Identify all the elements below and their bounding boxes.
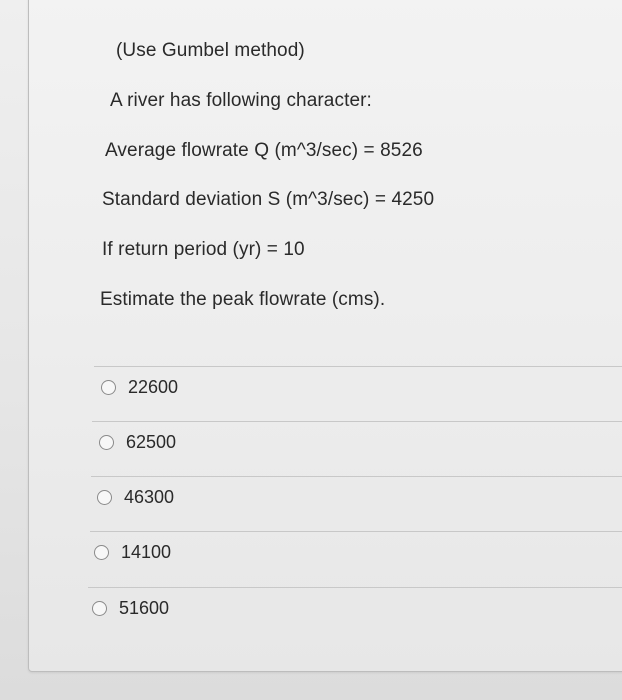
return-period-text: If return period (yr) = 10 [102, 239, 305, 260]
method-note: (Use Gumbel method) [116, 40, 305, 61]
answer-option-label: 22600 [128, 377, 179, 397]
divider [90, 531, 622, 532]
average-flowrate-text: Average flowrate Q (m^3/sec) = 8526 [105, 140, 423, 161]
question-intro: A river has following character: [110, 90, 372, 111]
divider [94, 366, 622, 367]
radio-button-icon[interactable] [99, 435, 114, 450]
answer-option-5[interactable] [92, 598, 169, 619]
radio-button-icon[interactable] [101, 380, 116, 395]
radio-button-icon[interactable] [97, 490, 112, 505]
answer-option-label: 46300 [124, 487, 175, 507]
answer-option-2[interactable] [99, 432, 176, 453]
question-prompt: Estimate the peak flowrate (cms). [100, 289, 386, 310]
answer-option-label: 62500 [126, 432, 177, 452]
radio-button-icon[interactable] [94, 545, 109, 560]
answer-option-3[interactable] [97, 487, 174, 508]
radio-button-icon[interactable] [92, 601, 107, 616]
divider [88, 587, 622, 588]
divider [91, 476, 622, 477]
answer-option-1[interactable] [101, 377, 178, 398]
standard-deviation-text: Standard deviation S (m^3/sec) = 4250 [102, 189, 435, 210]
answer-option-label: 14100 [121, 542, 172, 562]
answer-option-4[interactable] [94, 542, 171, 563]
divider [92, 421, 622, 422]
answer-option-label: 51600 [119, 598, 170, 618]
